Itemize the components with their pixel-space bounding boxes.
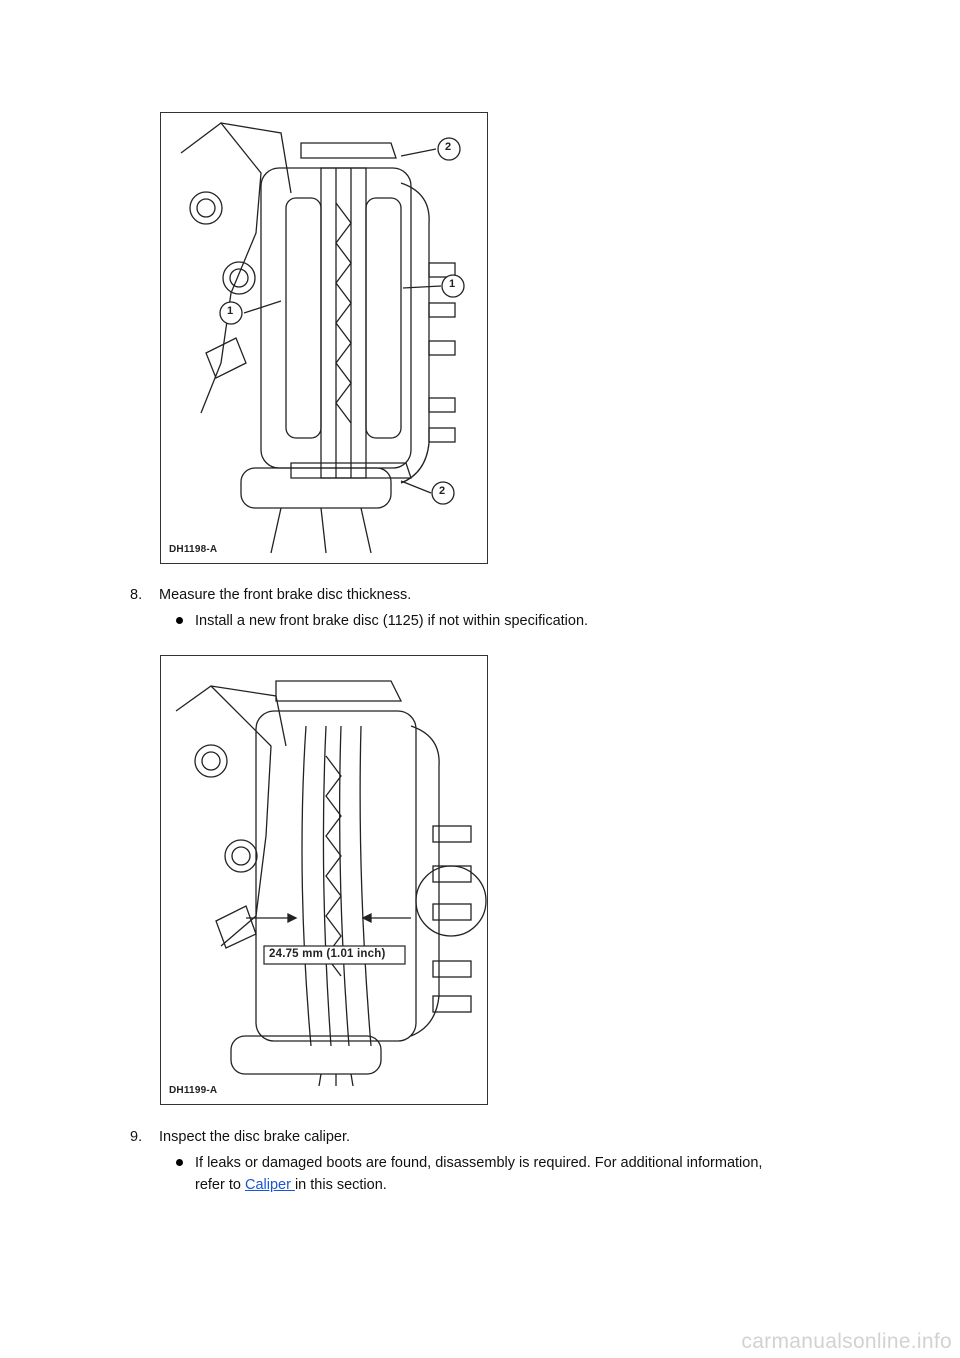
figure-disc-thickness xyxy=(160,655,488,1105)
callout-1-right: 1 xyxy=(449,278,456,290)
bullet-refer-text: refer to xyxy=(195,1177,245,1193)
figure-brake-caliper-pads xyxy=(160,112,488,564)
disc-thickness-illustration xyxy=(161,656,487,1104)
step-9 xyxy=(130,1128,350,1146)
step-8 xyxy=(130,586,411,604)
step-9-bullet xyxy=(195,1152,875,1196)
figure-id-label: DH1199-A xyxy=(169,1085,218,1096)
caliper-link[interactable]: Caliper xyxy=(244,1177,295,1193)
measurement-label: 24.75 mm (1.01 inch) xyxy=(269,948,386,960)
callout-2-top: 2 xyxy=(445,141,452,153)
callout-1-left: 1 xyxy=(227,305,234,317)
bullet-icon xyxy=(176,617,183,624)
step-text: Measure the front brake disc thickness. xyxy=(159,587,412,603)
bullet-after-text: in this section. xyxy=(294,1177,387,1193)
step-number: 8. xyxy=(130,587,143,603)
step-number: 9. xyxy=(130,1129,143,1145)
figure-id-label: DH1198-A xyxy=(169,544,218,555)
bullet-text: Install a new front brake disc (1125) if not within specification. xyxy=(195,613,589,629)
bullet-text: If leaks or damaged boots are found, disassembly is required. For additional information, xyxy=(195,1155,763,1171)
bullet-icon xyxy=(176,1159,183,1166)
watermark: carmanualsonline.info xyxy=(741,1330,952,1353)
step-text: Inspect the disc brake caliper. xyxy=(159,1129,351,1145)
callout-2-bottom: 2 xyxy=(439,485,446,497)
step-8-bullet xyxy=(195,610,875,632)
